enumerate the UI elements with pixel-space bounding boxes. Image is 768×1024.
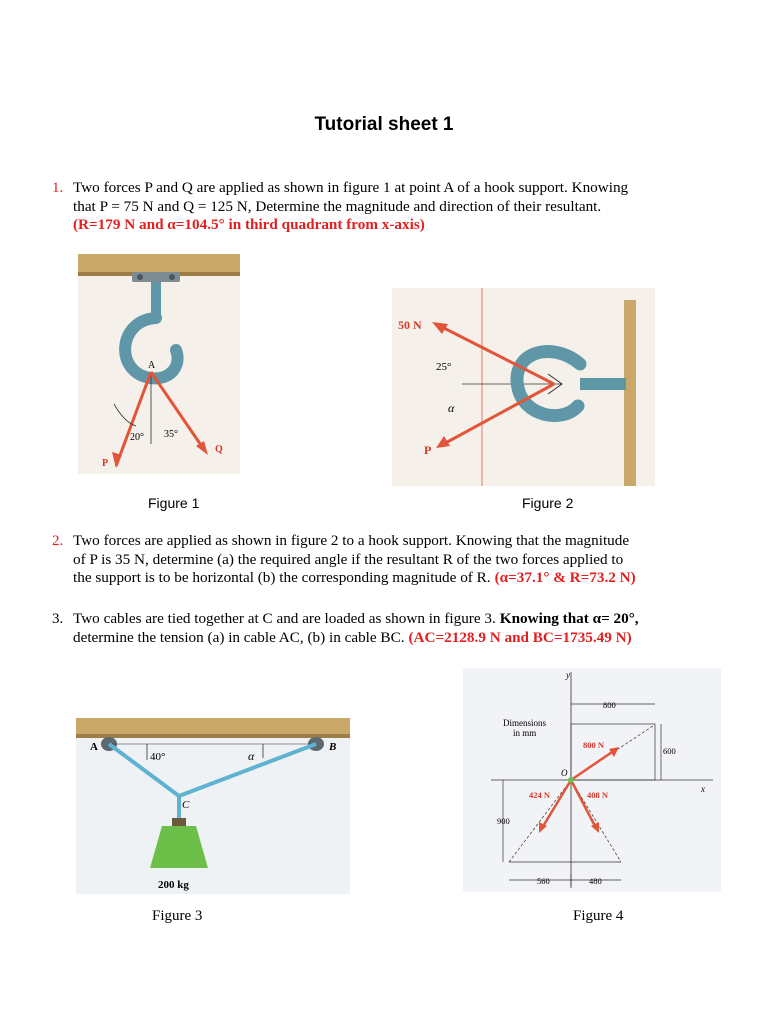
fig4-label-408n: 408 N	[587, 790, 609, 800]
question-2-line-3-text: the support is to be horizontal (b) the corresponding magnitude of R.	[73, 569, 491, 586]
fig1-label-q: Q	[215, 444, 223, 455]
question-3-number: 3.	[52, 611, 64, 627]
fig4-dim-600: 600	[663, 746, 676, 756]
question-2-line-2: of P is 35 N, determine (a) the required angle if the resultant R of the two forces applied to	[73, 550, 624, 568]
figure-1-caption: Figure 1	[148, 495, 200, 511]
fig3-label-b: B	[329, 741, 337, 753]
figure-4-caption: Figure 4	[573, 908, 624, 924]
fig1-angle-35: 35°	[164, 429, 178, 440]
figure-3-diagram	[76, 718, 350, 894]
fig1-angle-20: 20°	[130, 432, 144, 443]
question-1-line-2: that P = 75 N and Q = 125 N, Determine the magnitude and direction of their resultant.	[73, 197, 602, 215]
fig4-dim-900: 900	[497, 816, 510, 826]
question-1-answer: (R=179 N and α=104.5° in third quadrant from x-axis)	[73, 216, 425, 233]
question-1	[73, 179, 723, 235]
question-3-line-2	[73, 629, 723, 648]
fig3-angle-40: 40°	[150, 751, 166, 763]
question-3-line-2-text: determine the tension (a) in cable AC, (b) in cable BC.	[73, 628, 405, 646]
question-2-line-3	[73, 569, 723, 588]
figure-4-diagram	[463, 668, 721, 892]
fig4-dimensions-label: Dimensions	[503, 718, 547, 728]
fig2-label-50n: 50 N	[398, 318, 422, 332]
page-title: Tutorial sheet 1	[314, 114, 454, 135]
question-3-answer: (AC=2128.9 N and BC=1735.49 N)	[408, 628, 632, 646]
fig4-origin-point	[568, 777, 574, 783]
question-3-line-1-text: Two cables are tied together at C and are loaded as shown in figure 3.	[73, 610, 496, 627]
figure-2-diagram	[392, 288, 655, 486]
fig3-ceiling	[76, 718, 350, 736]
fig2-label-p: P	[424, 443, 432, 457]
fig4-label-424n: 424 N	[529, 790, 551, 800]
fig2-hook-shank	[580, 378, 626, 390]
fig4-label-x: x	[701, 784, 705, 794]
fig4-dim-480: 480	[589, 876, 602, 886]
fig4-dim-800: 800	[603, 700, 616, 710]
fig3-mass-label: 200 kg	[158, 879, 189, 891]
question-2-number: 2.	[52, 533, 64, 549]
question-1-line-1: Two forces P and Q are applied as shown in figure 1 at point A of a hook support. Knowing	[73, 179, 629, 196]
question-3-line-1	[73, 610, 723, 629]
ceiling-beam	[78, 254, 240, 274]
figure-1-diagram	[78, 254, 240, 474]
question-2-answer: (α=37.1° & R=73.2 N)	[494, 569, 636, 586]
fig4-units-label: in mm	[513, 728, 537, 738]
fig3-alpha: α	[248, 749, 255, 763]
fig3-label-a: A	[90, 741, 98, 753]
fig2-alpha: α	[448, 401, 455, 415]
fig4-label-o: O	[561, 768, 568, 778]
fig4-dim-560: 560	[537, 876, 550, 886]
wall-support	[624, 300, 636, 486]
fig1-label-a: A	[148, 360, 156, 371]
fig3-label-c: C	[182, 799, 190, 811]
fig4-label-800n: 800 N	[583, 740, 605, 750]
figure-2-caption: Figure 2	[522, 495, 574, 511]
question-3-given: Knowing that α= 20°,	[499, 610, 639, 627]
question-2-line-1: Two forces are applied as shown in figure 2 to a hook support. Knowing that the magnitude	[73, 532, 630, 549]
question-2	[73, 532, 723, 588]
question-3	[73, 610, 723, 647]
fig2-angle-25: 25°	[436, 361, 452, 373]
figure-3-caption: Figure 3	[152, 908, 203, 924]
fig1-label-p: P	[102, 458, 109, 469]
question-1-number: 1.	[52, 180, 64, 196]
fig4-label-y: y	[566, 670, 570, 680]
